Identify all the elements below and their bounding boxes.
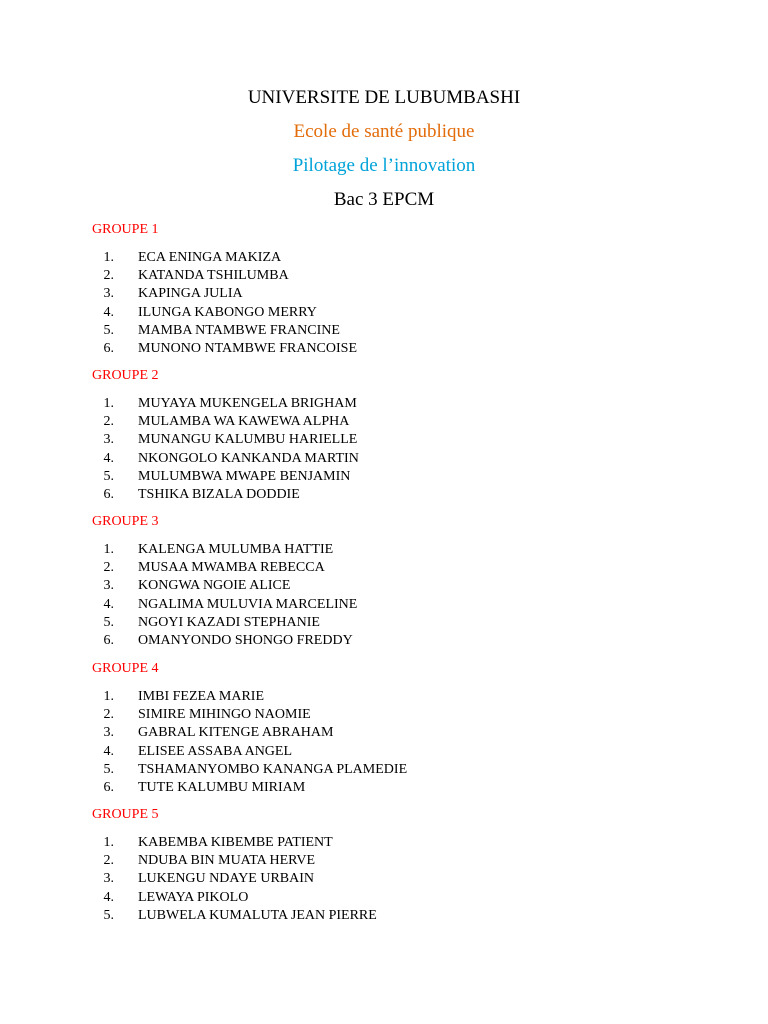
member-name: KONGWA NGOIE ALICE (138, 578, 291, 594)
list-item (92, 468, 732, 486)
list-item (92, 541, 732, 559)
list-number: 5. (103, 907, 114, 923)
member-name: KABEMBA KIBEMBE PATIENT (138, 835, 333, 850)
list-number: 5. (103, 761, 114, 777)
member-name: SIMIRE MIHINGO NAOMIE (138, 707, 311, 723)
list-item (92, 724, 732, 742)
member-name: NKONGOLO KANKANDA MARTIN (138, 450, 359, 466)
university-title: UNIVERSITE DE LUBUMBASHI (247, 87, 521, 108)
list-number: 4. (103, 743, 114, 759)
member-name: MUNONO NTAMBWE FRANCOISE (138, 340, 357, 356)
list-item (92, 743, 732, 761)
group-4 (92, 660, 732, 797)
member-name: LUKENGU NDAYE URBAIN (138, 871, 315, 887)
member-name: MULUMBWA MWAPE BENJAMIN (138, 468, 351, 484)
list-item (92, 340, 732, 358)
list-item (92, 870, 732, 888)
list-number: 2. (103, 268, 114, 284)
list-number: 3. (103, 286, 114, 302)
group-5 (92, 806, 732, 925)
list-item (92, 577, 732, 595)
list-number: 1. (103, 542, 114, 557)
list-item (92, 322, 732, 340)
list-number: 5. (103, 468, 114, 484)
list-number: 2. (103, 707, 114, 723)
member-list (92, 834, 732, 925)
member-name: ECA ENINGA MAKIZA (138, 250, 282, 265)
list-number: 3. (103, 432, 114, 448)
list-number: 5. (103, 322, 114, 338)
member-name: TSHAMANYOMBO KANANGA PLAMEDIE (138, 761, 408, 777)
member-name: KAPINGA JULIA (138, 286, 243, 302)
group-title: GROUPE 2 (92, 368, 159, 383)
group-2 (92, 367, 732, 504)
list-number: 2. (103, 414, 114, 430)
list-item (92, 706, 732, 724)
list-item (92, 450, 732, 468)
member-name: LUBWELA KUMALUTA JEAN PIERRE (138, 907, 377, 923)
group-title: GROUPE 3 (92, 514, 159, 529)
list-item (92, 779, 732, 797)
member-name: NDUBA BIN MUATA HERVE (138, 853, 316, 869)
member-name: MAMBA NTAMBWE FRANCINE (138, 322, 340, 338)
member-name: GABRAL KITENGE ABRAHAM (138, 725, 334, 741)
group-title: GROUPE 5 (92, 807, 159, 822)
list-number: 1. (103, 835, 114, 850)
list-number: 2. (103, 853, 114, 869)
list-item (92, 688, 732, 706)
list-number: 3. (103, 578, 114, 594)
member-name: KALENGA MULUMBA HATTIE (138, 542, 334, 557)
list-item (92, 852, 732, 870)
group-1 (92, 221, 732, 358)
list-item (92, 249, 732, 267)
list-number: 4. (103, 889, 114, 905)
list-number: 6. (103, 779, 114, 795)
list-item (92, 761, 732, 779)
group-3 (92, 513, 732, 650)
list-item (92, 889, 732, 907)
list-number: 1. (103, 689, 114, 704)
list-number: 4. (103, 450, 114, 466)
list-item (92, 304, 732, 322)
list-item (92, 907, 732, 925)
list-number: 6. (103, 340, 114, 356)
member-list (92, 249, 732, 358)
list-item (92, 431, 732, 449)
school-title: Ecole de santé publique (293, 121, 475, 142)
member-name: LEWAYA PIKOLO (138, 889, 249, 905)
member-name: IMBI FEZEA MARIE (138, 689, 264, 704)
member-name: ELISEE ASSABA ANGEL (138, 743, 293, 759)
member-name: MUYAYA MUKENGELA BRIGHAM (138, 396, 357, 411)
member-name: KATANDA TSHILUMBA (138, 268, 289, 284)
list-number: 3. (103, 725, 114, 741)
member-list (92, 688, 732, 797)
list-item (92, 632, 732, 650)
list-item (92, 285, 732, 303)
member-name: TSHIKA BIZALA DODDIE (138, 486, 300, 502)
member-name: TUTE KALUMBU MIRIAM (138, 779, 306, 795)
member-name: MUSAA MWAMBA REBECCA (138, 560, 325, 576)
member-list (92, 541, 732, 650)
list-number: 5. (103, 614, 114, 630)
list-item (92, 267, 732, 285)
member-name: NGALIMA MULUVIA MARCELINE (138, 596, 358, 612)
list-number: 6. (103, 632, 114, 648)
group-title: GROUPE 1 (92, 222, 159, 237)
member-name: MUNANGU KALUMBU HARIELLE (138, 432, 358, 448)
list-number: 4. (103, 596, 114, 612)
list-number: 1. (103, 250, 114, 265)
list-number: 2. (103, 560, 114, 576)
list-number: 4. (103, 304, 114, 320)
list-item (92, 395, 732, 413)
member-list (92, 395, 732, 504)
course-title: Pilotage de l’innovation (292, 155, 476, 176)
list-item (92, 559, 732, 577)
list-item (92, 413, 732, 431)
member-name: MULAMBA WA KAWEWA ALPHA (138, 414, 350, 430)
list-number: 3. (103, 871, 114, 887)
list-item (92, 614, 732, 632)
list-item (92, 486, 732, 504)
list-item (92, 834, 732, 852)
list-number: 6. (103, 486, 114, 502)
list-item (92, 596, 732, 614)
group-title: GROUPE 4 (92, 661, 159, 676)
member-name: OMANYONDO SHONGO FREDDY (138, 632, 353, 648)
list-number: 1. (103, 396, 114, 411)
member-name: ILUNGA KABONGO MERRY (138, 304, 317, 320)
class-title: Bac 3 EPCM (333, 189, 435, 210)
member-name: NGOYI KAZADI STEPHANIE (138, 614, 320, 630)
